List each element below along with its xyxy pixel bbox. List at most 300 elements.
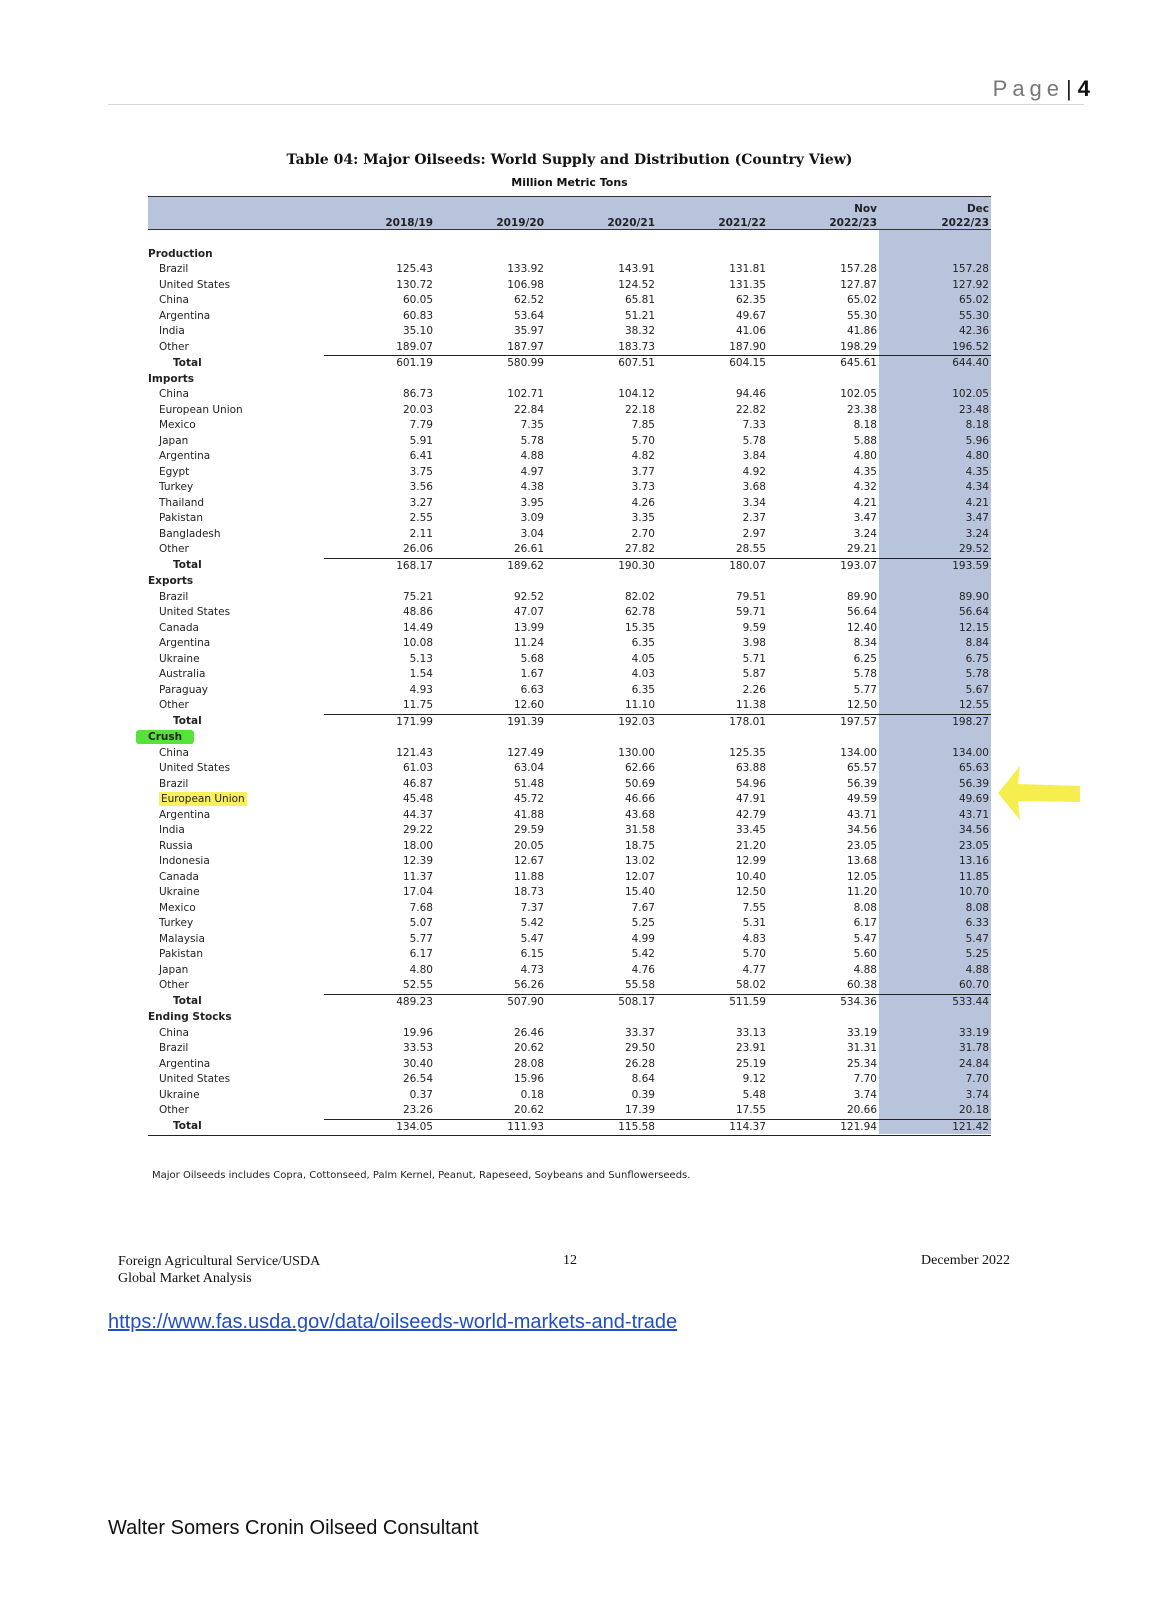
table-row-value: 61.03 — [402, 762, 433, 774]
section-header-label-text: Production — [148, 247, 213, 260]
table-row-value: 4.77 — [742, 963, 766, 976]
table-row-value: 33.19 — [958, 1026, 989, 1039]
table-row-value: 6.35 — [631, 637, 655, 649]
total-row-value: 534.36 — [768, 994, 879, 1010]
table-row-value: 33.53 — [402, 1042, 433, 1054]
table-row-value: 49.59 — [846, 793, 877, 805]
table-row-value: 4.99 — [631, 932, 655, 945]
table-row-label — [148, 947, 324, 963]
table-row-value: 4.80 — [409, 963, 433, 976]
table-row-value: 94.46 — [735, 388, 766, 400]
table-row-label — [148, 698, 324, 714]
table-row-label-text: Brazil — [159, 777, 189, 790]
table-row-value: 5.07 — [409, 917, 433, 929]
table-row-value: 29.21 — [768, 542, 879, 558]
table-row-value: 1.54 — [409, 668, 433, 680]
table-row-value: 42.79 — [735, 808, 766, 821]
table-row-value: 130.00 — [618, 746, 655, 759]
table-row-value: 7.79 — [409, 419, 433, 431]
table-row-value: 0.37 — [409, 1088, 433, 1101]
table-row — [148, 1088, 991, 1104]
table-row-value: 4.88 — [520, 450, 544, 462]
page-number: 4 — [1077, 76, 1090, 101]
table-row-value: 20.62 — [513, 1042, 544, 1054]
section-header-value — [657, 574, 768, 590]
table-row-label — [148, 449, 324, 465]
table-row-value: 125.35 — [729, 746, 766, 759]
column-header-4 — [768, 196, 879, 231]
table-row-value: 8.08 — [853, 901, 877, 914]
table-row-value: 3.47 — [853, 512, 877, 524]
table-row-value: 51.21 — [624, 309, 655, 322]
table-row-value: 26.54 — [402, 1073, 433, 1085]
table-row-value: 62.78 — [624, 606, 655, 618]
table-row-value: 6.33 — [965, 917, 989, 929]
table-row-value: 8.18 — [965, 419, 989, 431]
table-row-value: 21.20 — [735, 839, 766, 852]
table-row-value: 4.82 — [631, 450, 655, 462]
table-row-value: 7.70 — [965, 1073, 989, 1085]
table-row-value: 65.63 — [958, 762, 989, 774]
table-row-value: 104.12 — [618, 388, 655, 400]
section-header-value — [879, 1010, 991, 1026]
table-row-value: 12.15 — [958, 621, 989, 634]
table-row — [148, 777, 991, 793]
table-row-value: 65.81 — [624, 294, 655, 306]
table-row-value: 4.80 — [853, 450, 877, 462]
table-row-value: 50.69 — [624, 777, 655, 790]
section-header-value — [546, 372, 657, 388]
total-row-value: 489.23 — [324, 994, 435, 1010]
table-row-value: 29.50 — [624, 1042, 655, 1054]
total-row-label — [148, 994, 324, 1010]
table-row-value: 3.74 — [965, 1088, 989, 1101]
total-row-value: 533.44 — [879, 994, 991, 1010]
table-row-value: 4.05 — [631, 652, 655, 665]
section-header-value — [324, 574, 435, 590]
table-row — [148, 1057, 991, 1073]
table-row-value: 125.43 — [396, 263, 433, 275]
total-row-value: 644.40 — [879, 356, 991, 372]
total-row-label — [148, 356, 324, 372]
page-label: Page — [992, 76, 1065, 101]
table-row-value: 3.84 — [742, 450, 766, 462]
column-header-1 — [435, 196, 546, 231]
total-row — [148, 714, 991, 730]
table-row-value: 131.81 — [729, 263, 766, 275]
table-row-value: 63.88 — [735, 762, 766, 774]
table-row-value: 2.37 — [742, 512, 766, 524]
section-header — [148, 730, 991, 746]
table-row — [148, 262, 991, 278]
table-row-value: 22.82 — [735, 403, 766, 416]
table-row-label-text: China — [159, 1026, 189, 1039]
table-row-value: 33.13 — [735, 1026, 766, 1039]
table-row — [148, 667, 991, 683]
table-row-value: 6.25 — [853, 652, 877, 665]
table-row-value: 11.37 — [402, 870, 433, 883]
table-row-label — [148, 1103, 324, 1119]
oilseeds-table — [148, 196, 991, 1136]
table-row-value: 62.66 — [624, 762, 655, 774]
table-row-value: 5.78 — [520, 434, 544, 447]
table-row-value: 11.75 — [324, 698, 435, 714]
section-header-value — [768, 1010, 879, 1026]
table-row-value: 12.50 — [735, 886, 766, 898]
table-row-label-text: Other — [159, 699, 189, 712]
section-header-value — [324, 730, 435, 746]
table-row-label-text: China — [159, 388, 189, 400]
table-row-value: 4.21 — [853, 496, 877, 509]
table-row-label-text: Canada — [159, 621, 199, 634]
total-row-label-text: Total — [173, 559, 202, 572]
table-row-value: 89.90 — [846, 590, 877, 603]
table-row-value: 5.47 — [965, 932, 989, 945]
table-row-value: 102.05 — [840, 388, 877, 400]
table-row-label — [148, 885, 324, 901]
table-row-value: 4.93 — [409, 683, 433, 696]
section-header-label-text: Ending Stocks — [148, 1011, 232, 1023]
total-row-value: 601.19 — [324, 356, 435, 372]
table-row-value: 5.60 — [853, 948, 877, 960]
table-row — [148, 746, 991, 762]
table-row-value: 130.72 — [396, 278, 433, 291]
table-row-label — [148, 542, 324, 558]
section-header-value — [546, 1010, 657, 1026]
table-row-label — [148, 963, 324, 979]
table-row-label-text: United States — [159, 1073, 231, 1085]
table-row-label-text: Brazil — [159, 1042, 189, 1054]
table-row-value: 187.97 — [435, 340, 546, 356]
total-row-value: 114.37 — [657, 1119, 768, 1136]
section-header-value — [324, 247, 435, 263]
footer-agency: Foreign Agricultural Service/USDA — [118, 1254, 321, 1269]
table-row-label-text: Japan — [159, 434, 189, 447]
table-row-label — [148, 434, 324, 450]
table-row-value: 60.70 — [879, 978, 991, 994]
section-header-value — [657, 1010, 768, 1026]
table-row-value: 46.87 — [402, 777, 433, 790]
table-row-label-text: Argentina — [159, 637, 211, 649]
total-row-label-text: Total — [173, 356, 202, 369]
total-row-value: 189.62 — [435, 558, 546, 574]
table-row-label-text: United States — [159, 606, 231, 618]
table-row-value: 5.25 — [631, 917, 655, 929]
table-row-value: 65.57 — [846, 762, 877, 774]
total-row-value: 198.27 — [879, 714, 991, 730]
table-row-value: 29.22 — [402, 824, 433, 836]
table-row-label — [148, 387, 324, 403]
table-row-value: 7.55 — [742, 901, 766, 914]
section-header-value — [435, 730, 546, 746]
table-row-value: 12.05 — [846, 870, 877, 883]
section-header-label — [148, 372, 324, 388]
table-row-value: 29.52 — [879, 542, 991, 558]
table-row-value: 12.50 — [768, 698, 879, 714]
table-row-value: 131.35 — [729, 278, 766, 291]
table-row — [148, 854, 991, 870]
table-row-value: 3.77 — [631, 465, 655, 478]
table-row-value: 5.13 — [409, 652, 433, 665]
table-row-value: 157.28 — [952, 263, 989, 275]
total-row-value: 192.03 — [546, 714, 657, 730]
table-row-value: 33.45 — [735, 824, 766, 836]
table-row-value: 4.88 — [965, 963, 989, 976]
table-row-value: 121.43 — [396, 746, 433, 759]
table-row-label — [148, 978, 324, 994]
table-row-value: 82.02 — [624, 590, 655, 603]
table-row — [148, 761, 991, 777]
table-row-value: 52.55 — [324, 978, 435, 994]
table-row — [148, 652, 991, 668]
table-row — [148, 1072, 991, 1088]
table-row-label — [148, 278, 324, 294]
section-header-value — [879, 730, 991, 746]
table-row-value: 6.17 — [409, 948, 433, 960]
table-row-value: 157.28 — [840, 263, 877, 275]
table-row-value: 4.92 — [742, 465, 766, 478]
table-row-value: 5.47 — [853, 932, 877, 945]
table-row-value: 35.10 — [402, 325, 433, 337]
table-row — [148, 1103, 991, 1119]
column-header-bottom: 2019/20 — [496, 217, 544, 229]
table-row-value: 13.02 — [624, 855, 655, 867]
header-row — [148, 196, 991, 231]
table-row-value: 3.04 — [520, 527, 544, 540]
table-row — [148, 340, 991, 356]
table-row — [148, 542, 991, 558]
table-row-label — [148, 621, 324, 637]
table-row — [148, 527, 991, 543]
section-header-label-text: Crush — [136, 730, 194, 744]
table-row-value: 53.64 — [513, 309, 544, 322]
table-row-value: 8.08 — [965, 901, 989, 914]
section-header-value — [768, 730, 879, 746]
table-row-label-text: Ukraine — [159, 886, 200, 898]
table-row-value: 196.52 — [879, 340, 991, 356]
column-header-bottom: 2021/22 — [718, 217, 766, 229]
table-row — [148, 978, 991, 994]
table-row-value: 20.62 — [435, 1103, 546, 1119]
table-row-value: 15.96 — [513, 1073, 544, 1085]
section-header-label-text: Imports — [148, 372, 195, 385]
table-row-label-text: Other — [159, 543, 189, 556]
table-row-value: 24.84 — [958, 1057, 989, 1070]
table-row-value: 11.38 — [657, 698, 768, 714]
total-row-value: 193.59 — [879, 558, 991, 574]
total-row-value: 115.58 — [546, 1119, 657, 1136]
table-row-value: 5.87 — [742, 668, 766, 680]
table-row — [148, 605, 991, 621]
table-row-label-text: Other — [159, 979, 189, 992]
yellow-arrow-annotation — [992, 760, 1084, 826]
total-row-value: 197.57 — [768, 714, 879, 730]
table-row-value: 31.58 — [624, 824, 655, 836]
footer-source — [118, 1253, 320, 1287]
table-row — [148, 1041, 991, 1057]
table-row-value: 6.75 — [965, 652, 989, 665]
section-header-label — [148, 1010, 324, 1026]
table-row-value: 18.75 — [624, 839, 655, 852]
section-header-label — [148, 730, 324, 746]
total-row-label — [148, 558, 324, 574]
table-row-value: 28.55 — [657, 542, 768, 558]
table-row-value: 12.60 — [435, 698, 546, 714]
table-row — [148, 418, 991, 434]
table-row-label-text: United States — [159, 278, 231, 291]
total-row-label-text: Total — [173, 1120, 202, 1133]
table-row — [148, 324, 991, 340]
table-row — [148, 434, 991, 450]
table-row-value: 56.64 — [846, 606, 877, 618]
table-row-value: 3.35 — [631, 512, 655, 524]
table-row-value: 5.42 — [631, 948, 655, 960]
table-row-value: 4.80 — [965, 450, 989, 462]
table-row-label — [148, 870, 324, 886]
table-row-value: 79.51 — [735, 590, 766, 603]
section-header-value — [768, 574, 879, 590]
table-row-value: 54.96 — [735, 777, 766, 790]
table-row-value: 5.25 — [965, 948, 989, 960]
table-row-value: 38.32 — [624, 325, 655, 337]
total-row-label-text: Total — [173, 715, 202, 728]
table-row-value: 41.86 — [846, 325, 877, 337]
table-row-value: 6.63 — [520, 683, 544, 696]
table-row-value: 25.34 — [846, 1057, 877, 1070]
table-row-label-text: Turkey — [159, 481, 194, 493]
table-row-label-text: Thailand — [159, 496, 205, 509]
table-row-value: 7.33 — [742, 419, 766, 431]
table-row — [148, 870, 991, 886]
table-row-value: 4.73 — [520, 963, 544, 976]
section-header — [148, 372, 991, 388]
table-row-label — [148, 667, 324, 683]
table-row-value: 5.78 — [742, 434, 766, 447]
table-row-value: 134.00 — [840, 746, 877, 759]
table-row-value: 33.19 — [846, 1026, 877, 1039]
table-row-value: 5.78 — [853, 668, 877, 680]
section-header-value — [546, 730, 657, 746]
section-header-value — [324, 372, 435, 388]
table-row-value: 6.41 — [409, 450, 433, 462]
table-row-label-text: United States — [159, 762, 231, 774]
table-row-value: 5.42 — [520, 917, 544, 929]
table-row-value: 3.74 — [853, 1088, 877, 1101]
table-row — [148, 823, 991, 839]
table-row-value: 5.96 — [965, 434, 989, 447]
total-row-value: 190.30 — [546, 558, 657, 574]
table-row-value: 86.73 — [402, 388, 433, 400]
table-row — [148, 403, 991, 419]
column-header-0 — [324, 196, 435, 231]
table-row-value: 9.12 — [742, 1073, 766, 1085]
table-row-value: 2.11 — [409, 527, 433, 540]
section-header-value — [657, 247, 768, 263]
table-row-label — [148, 916, 324, 932]
table-row-value: 127.49 — [507, 746, 544, 759]
table-row-value: 48.86 — [402, 606, 433, 618]
table-row-value: 124.52 — [618, 278, 655, 291]
table-row-label-text: Paraguay — [159, 683, 209, 696]
table-row-value: 4.26 — [631, 496, 655, 509]
table-row-value: 3.95 — [520, 496, 544, 509]
table-row-value: 0.39 — [631, 1088, 655, 1101]
table-row-value: 23.91 — [735, 1042, 766, 1054]
section-header — [148, 1010, 991, 1026]
table-row — [148, 963, 991, 979]
table-row-value: 2.97 — [742, 527, 766, 540]
table-row-value: 9.59 — [742, 621, 766, 634]
table-row-label-text: China — [159, 294, 189, 306]
table-row-value: 6.17 — [853, 917, 877, 929]
table-row-value: 11.20 — [846, 886, 877, 898]
table-row-label — [148, 480, 324, 496]
table-row-value: 26.28 — [624, 1057, 655, 1070]
table-row — [148, 449, 991, 465]
table-row-value: 5.77 — [853, 683, 877, 696]
table-row-label — [148, 605, 324, 621]
table-row-value: 106.98 — [507, 278, 544, 291]
column-header-bottom: 2020/21 — [607, 217, 655, 229]
table-row-value: 3.27 — [409, 496, 433, 509]
total-row-value: 111.93 — [435, 1119, 546, 1136]
section-header-value — [879, 574, 991, 590]
table-row-value: 55.58 — [546, 978, 657, 994]
section-header-label — [148, 247, 324, 263]
source-link[interactable]: https://www.fas.usda.gov/data/oilseeds-world-markets-and-trade — [108, 1311, 678, 1333]
table-row-value: 60.83 — [402, 309, 433, 322]
table-row-value: 22.84 — [513, 403, 544, 416]
table-row-value: 3.24 — [853, 527, 877, 540]
table-title: Table 04: Major Oilseeds: World Supply and Distribution (Country View) — [286, 152, 853, 168]
table-row-value: 58.02 — [657, 978, 768, 994]
table-row-value: 4.88 — [853, 963, 877, 976]
total-row-value: 121.42 — [879, 1119, 991, 1136]
table-row-value: 60.05 — [402, 294, 433, 306]
table-row-value: 4.83 — [742, 932, 766, 945]
table-row-value: 4.34 — [965, 481, 989, 493]
table-row-value: 3.24 — [965, 527, 989, 540]
total-row — [148, 558, 991, 574]
table-row-label-text: Brazil — [159, 263, 189, 275]
table-row-value: 28.08 — [513, 1057, 544, 1070]
table-row — [148, 511, 991, 527]
table-row — [148, 621, 991, 637]
page-separator: | — [1066, 76, 1072, 101]
table-row — [148, 480, 991, 496]
table-row-value: 11.24 — [513, 637, 544, 649]
section-header-value — [768, 247, 879, 263]
table-row-value: 5.70 — [742, 948, 766, 960]
table-row-label — [148, 496, 324, 512]
table-row-value: 6.35 — [631, 683, 655, 696]
table-row-label — [148, 839, 324, 855]
table-row-value: 189.07 — [324, 340, 435, 356]
table-row-label-text: Mexico — [159, 901, 196, 914]
table-row — [148, 590, 991, 606]
table-row-value: 12.07 — [624, 870, 655, 883]
total-row-value: 607.51 — [546, 356, 657, 372]
table-row-value: 26.46 — [513, 1026, 544, 1039]
table-row-value: 41.06 — [735, 325, 766, 337]
table-row-label — [148, 1057, 324, 1073]
total-row-value: 178.01 — [657, 714, 768, 730]
column-header-5 — [879, 196, 991, 231]
section-header-label-text: Exports — [148, 575, 194, 587]
table-row-value: 49.67 — [735, 309, 766, 322]
table-row-value: 5.70 — [631, 434, 655, 447]
table-row-value: 63.04 — [513, 762, 544, 774]
